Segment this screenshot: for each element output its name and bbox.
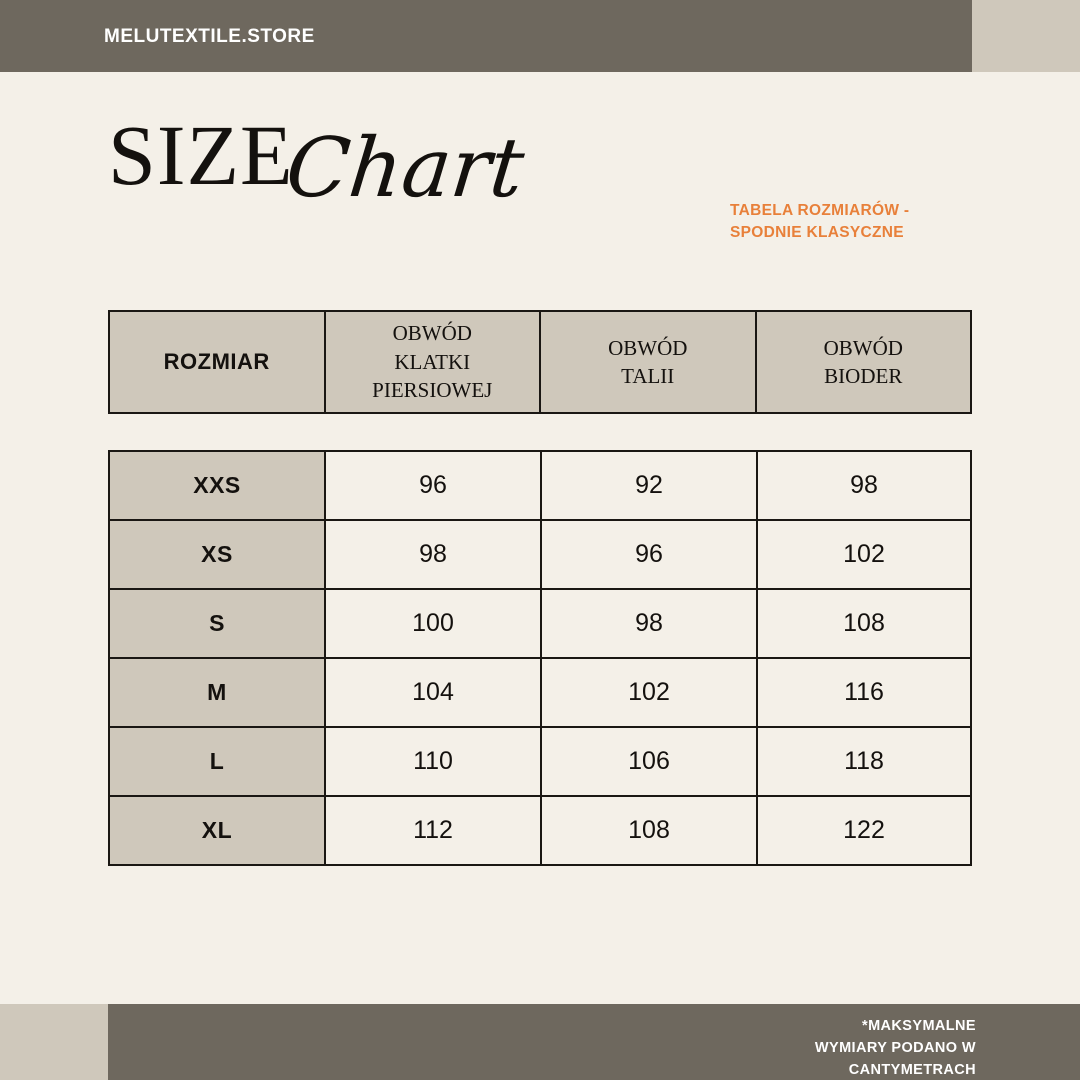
table-row (109, 451, 971, 520)
cell-chest: 98 (325, 520, 541, 589)
column-header-size-label: ROZMIAR (163, 349, 270, 375)
cell-size: M (109, 658, 325, 727)
subtitle-line-2: SPODNIE KLASYCZNE (730, 224, 904, 242)
cell-size: XL (109, 796, 325, 865)
column-header-chest-line3: PIERSIOWEJ (372, 378, 493, 403)
column-header-waist (541, 312, 757, 412)
size-table-body (108, 450, 972, 866)
cell-chest: 104 (325, 658, 541, 727)
column-header-chest-line2: KLATKI (394, 349, 471, 374)
column-header-size (110, 312, 326, 412)
footer-note-line-2: WYMIARY PODANO W (814, 1039, 976, 1056)
column-header-chest-label (372, 319, 492, 404)
cell-hips: 118 (757, 727, 971, 796)
cell-chest: 100 (325, 589, 541, 658)
cell-chest: 96 (325, 451, 541, 520)
cell-waist: 96 (541, 520, 757, 589)
column-header-waist-line2: TALII (621, 364, 675, 388)
cell-chest: 112 (325, 796, 541, 865)
subtitle-line-1: TABELA ROZMIARÓW - (730, 202, 910, 219)
top-bar (0, 0, 1080, 72)
column-header-hips-line2: BIODER (824, 364, 903, 388)
cell-hips: 102 (757, 520, 971, 589)
table-row (109, 520, 971, 589)
subtitle (730, 200, 990, 245)
cell-size: S (109, 589, 325, 658)
column-header-waist-line1: OBWÓD (608, 335, 688, 360)
column-header-hips (757, 312, 971, 412)
page-title-size: SIZE (108, 107, 294, 203)
cell-hips: 122 (757, 796, 971, 865)
cell-waist: 106 (541, 727, 757, 796)
column-header-hips-label (824, 334, 903, 391)
table-row (109, 589, 971, 658)
page-title (108, 107, 528, 222)
cell-size: XS (109, 520, 325, 589)
footer-note (576, 1016, 976, 1080)
table-row (109, 796, 971, 865)
column-header-waist-label (608, 334, 687, 391)
cell-chest: 110 (325, 727, 541, 796)
cell-hips: 108 (757, 589, 971, 658)
bottom-bar-light-block (0, 1004, 108, 1080)
brand-name: MELUTEXTILE.STORE (104, 26, 315, 47)
cell-waist: 108 (541, 796, 757, 865)
column-header-hips-line1: OBWÓD (823, 335, 903, 360)
column-header-chest (326, 312, 542, 412)
table-row (109, 658, 971, 727)
cell-size: XXS (109, 451, 325, 520)
footer-note-line-1: *MAKSYMALNE (862, 1018, 976, 1034)
bottom-bar (0, 1004, 1080, 1080)
cell-hips: 98 (757, 451, 971, 520)
table-row (109, 727, 971, 796)
cell-waist: 102 (541, 658, 757, 727)
cell-hips: 116 (757, 658, 971, 727)
cell-waist: 92 (541, 451, 757, 520)
size-table-header (108, 310, 972, 414)
page-title-chart: Chart (281, 121, 528, 216)
cell-size: L (109, 727, 325, 796)
cell-waist: 98 (541, 589, 757, 658)
top-bar-light-block (972, 0, 1080, 72)
column-header-chest-line1: OBWÓD (392, 321, 472, 346)
footer-note-line-3: CANTYMETRACH (848, 1061, 976, 1078)
